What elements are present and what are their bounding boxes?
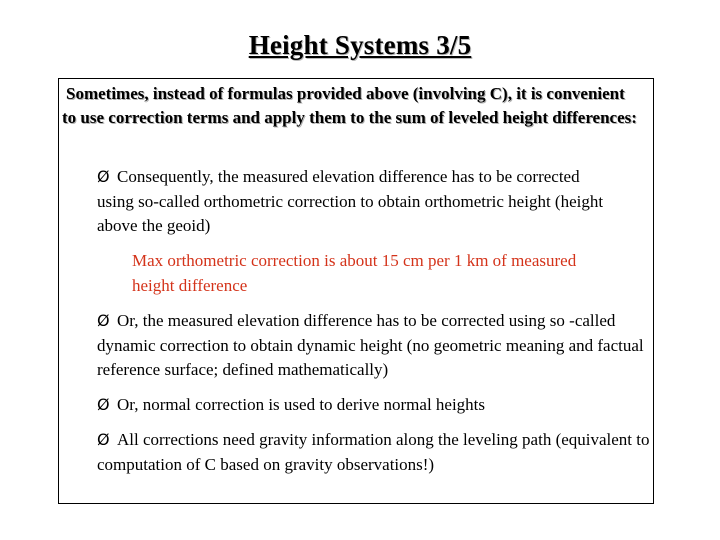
arrow-bullet-icon: Ø xyxy=(97,395,110,414)
bullet-normal xyxy=(97,393,617,418)
intro-text: Sometimes, instead of formulas provided above (involving C), it is convenient to use correction terms and apply them to the sum of leveled height differences: xyxy=(62,84,637,127)
orthometric-correction-note: Max orthometric correction is about 15 cm per 1 km of measured height difference xyxy=(132,251,577,295)
bullet-gravity xyxy=(97,428,657,477)
bullet-orthometric xyxy=(97,165,617,239)
slide-title: Height Systems 3/5 xyxy=(248,30,472,60)
bullet-text: Consequently, the measured elevation difference has to be corrected using so-called orthometric correction to obtain orthometric height (height above the geoid) xyxy=(97,167,604,235)
bullet-dynamic xyxy=(97,309,657,383)
bullet-text: Or, the measured elevation difference has to be corrected using so -called dynamic correction to obtain dynamic height (no geometric meaning and factual reference surface; defined mathematically) xyxy=(97,311,644,379)
bullet-text: Or, normal correction is used to derive normal heights xyxy=(117,395,486,414)
arrow-bullet-icon: Ø xyxy=(97,311,110,330)
arrow-bullet-icon: Ø xyxy=(97,430,110,449)
bullet-text: All corrections need gravity information along the leveling path (equivalent to computation of C based on gravity observations!) xyxy=(97,430,650,474)
arrow-bullet-icon: Ø xyxy=(97,167,110,186)
